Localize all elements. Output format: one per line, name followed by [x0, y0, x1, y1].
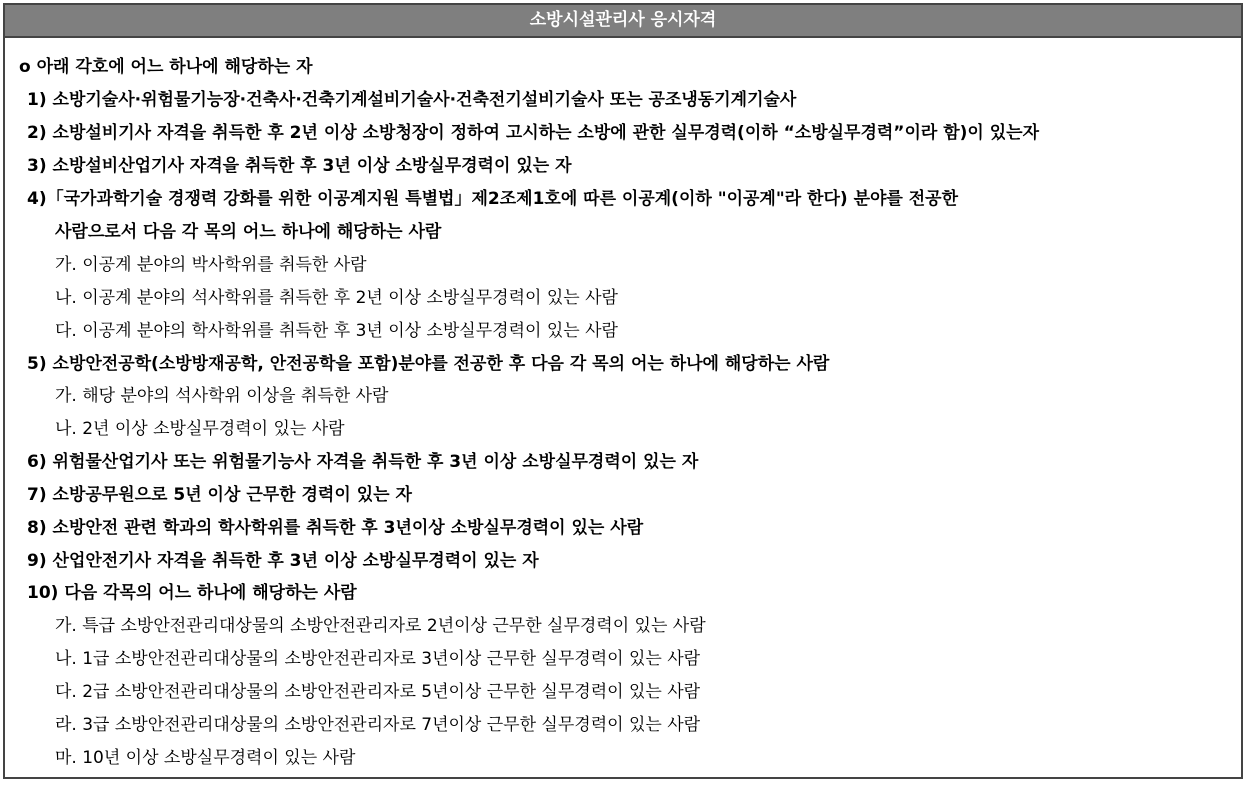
item-10-na: 나. 1급 소방안전관리대상물의 소방안전관리자로 3년이상 근무한 실무경력이 있는 사람	[55, 649, 701, 669]
item-4-na: 나. 이공계 분야의 석사학위를 취득한 후 2년 이상 소방실무경력이 있는 사람	[55, 288, 618, 308]
item-4-continued: 사람으로서 다음 각 목의 어느 하나에 해당하는 사람	[55, 222, 442, 242]
item-2: 2) 소방설비기사 자격을 취득한 후 2년 이상 소방청장이 정하여 고시하는 소방에 관한 실무경력(이하 “소방실무경력”이라 함)이 있는자	[27, 123, 1040, 143]
item-6: 6) 위험물산업기사 또는 위험물기능사 자격을 취득한 후 3년 이상 소방실무경력이 있는 자	[27, 452, 699, 472]
item-5-na: 나. 2년 이상 소방실무경력이 있는 사람	[55, 419, 345, 439]
item-5: 5) 소방안전공학(소방방재공학, 안전공학을 포함)분야를 전공한 후 다음 각 목의 어는 하나에 해당하는 사람	[27, 354, 830, 374]
item-4-da: 다. 이공계 분야의 학사학위를 취득한 후 3년 이상 소방실무경력이 있는 사람	[55, 321, 618, 341]
item-8: 8) 소방안전 관련 학과의 학사학위를 취득한 후 3년이상 소방실무경력이 있는 사람	[27, 518, 644, 538]
item-4-ga: 가. 이공계 분야의 박사학위를 취득한 사람	[55, 255, 367, 275]
item-7: 7) 소방공무원으로 5년 이상 근무한 경력이 있는 자	[27, 485, 412, 505]
item-10-ga: 가. 특급 소방안전관리대상물의 소방안전관리자로 2년이상 근무한 실무경력이 있는 사람	[55, 616, 706, 636]
item-10-ra: 라. 3급 소방안전관리대상물의 소방안전관리자로 7년이상 근무한 실무경력이 있는 사람	[55, 715, 701, 735]
item-3: 3) 소방설비산업기사 자격을 취득한 후 3년 이상 소방실무경력이 있는 자	[27, 156, 572, 176]
qualification-table	[3, 3, 1243, 779]
item-10-ma: 마. 10년 이상 소방실무경력이 있는 사람	[55, 748, 356, 768]
item-10: 10) 다음 각목의 어느 하나에 해당하는 사람	[27, 583, 357, 603]
item-4: 4)「국가과학기술 경쟁력 강화를 위한 이공계지원 특별법」제2조제1호에 따른 이공계(이하 "이공계"라 한다) 분야를 전공한	[27, 189, 959, 209]
table-body	[5, 38, 1241, 777]
table-title: 소방시설관리사 응시자격	[5, 5, 1241, 38]
item-9: 9) 산업안전기사 자격을 취득한 후 3년 이상 소방실무경력이 있는 자	[27, 551, 539, 571]
item-5-ga: 가. 해당 분야의 석사학위 이상을 취득한 사람	[55, 386, 389, 406]
item-1: 1) 소방기술사·위험물기능장·건축사·건축기계설비기술사·건축전기설비기술사 또는 공조냉동기계기술사	[27, 90, 797, 110]
intro-line: o 아래 각호에 어느 하나에 해당하는 자	[19, 57, 313, 77]
item-10-da: 다. 2급 소방안전관리대상물의 소방안전관리자로 5년이상 근무한 실무경력이 있는 사람	[55, 682, 701, 702]
